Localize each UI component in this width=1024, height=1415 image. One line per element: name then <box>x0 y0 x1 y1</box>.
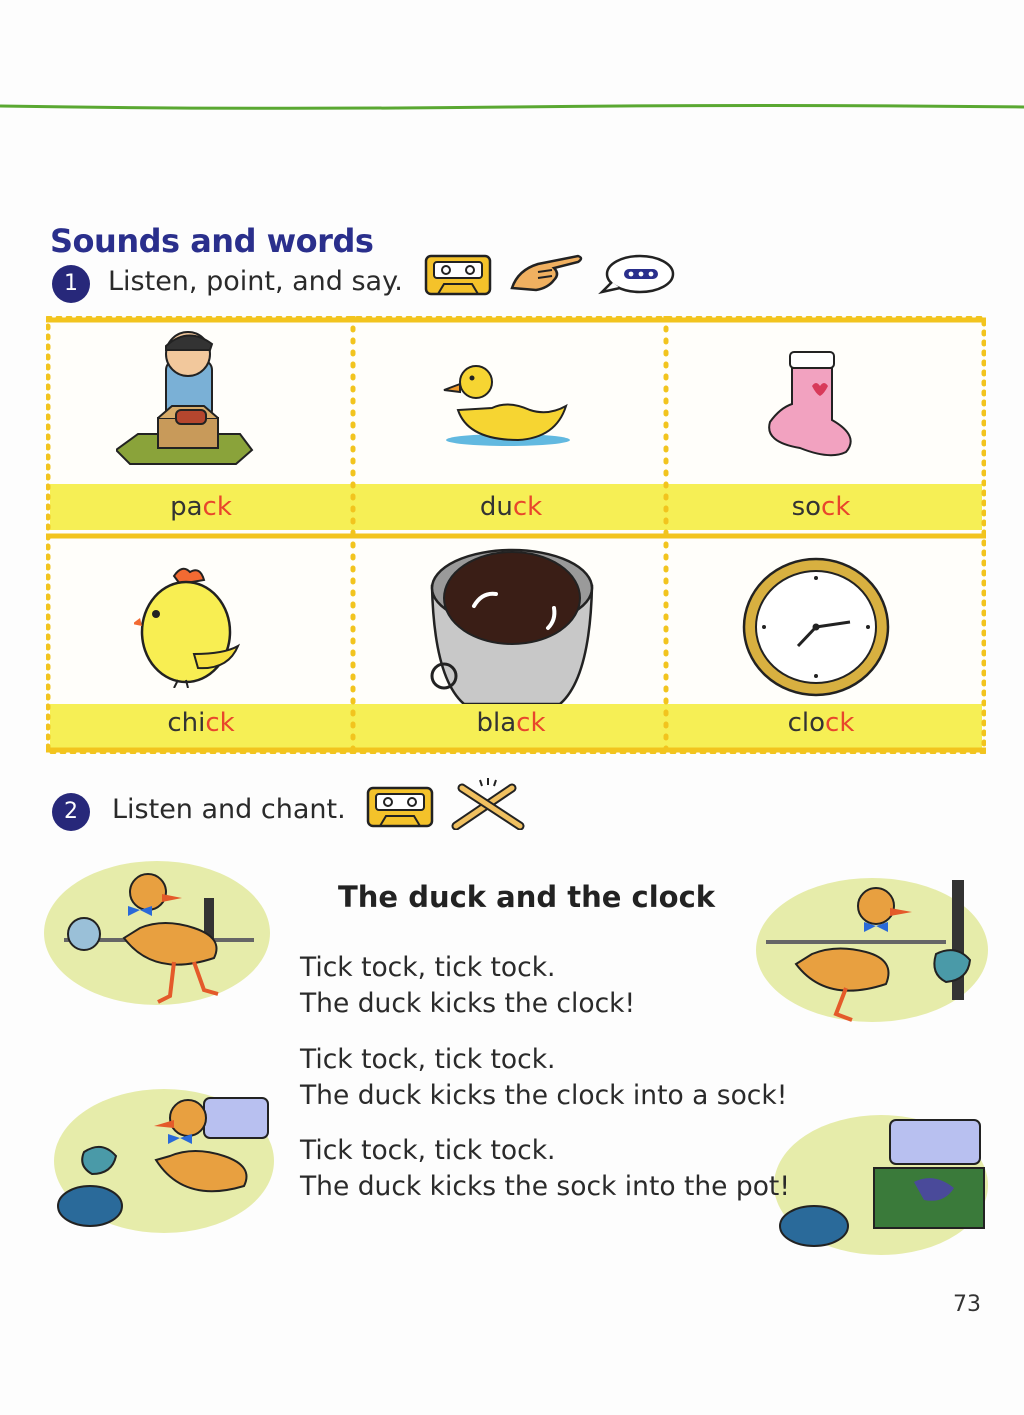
activity-2-instruction: Listen and chant. <box>112 794 346 825</box>
page-number: 73 <box>953 1292 981 1317</box>
duck-illustration <box>438 360 578 450</box>
speech-bubble-icon <box>598 252 676 298</box>
cassette-icon <box>366 786 434 828</box>
word-label-clock: clock <box>787 708 855 738</box>
chant-line-1: Tick tock, tick tock. <box>300 952 556 983</box>
chant-line-6: The duck kicks the sock into the pot! <box>300 1171 790 1202</box>
pointing-hand-icon <box>508 250 584 294</box>
rhythm-sticks-icon <box>450 778 526 830</box>
chant-title: The duck and the clock <box>338 880 716 914</box>
duck-and-sock-scene <box>756 874 988 1026</box>
top-divider-line <box>0 100 1024 114</box>
chant-line-5: Tick tock, tick tock. <box>300 1135 556 1166</box>
word-label-chick: chick <box>167 708 235 738</box>
activity-1-instruction: Listen, point, and say. <box>108 266 403 297</box>
word-grid <box>46 316 986 754</box>
word-label-pack: pack <box>170 492 232 522</box>
duck-kicks-sock-scene <box>54 1086 274 1236</box>
chant-line-4: The duck kicks the clock into a sock! <box>300 1080 788 1111</box>
section-title: Sounds and words <box>50 222 374 260</box>
chant-line-2: The duck kicks the clock! <box>300 988 636 1019</box>
chant-line-3: Tick tock, tick tock. <box>300 1044 556 1075</box>
boy-packing-illustration <box>116 330 256 480</box>
black-pot-illustration <box>424 548 600 704</box>
sock-illustration <box>760 350 860 460</box>
word-label-black: black <box>476 708 546 738</box>
duck-kicks-clock-scene <box>44 858 270 1008</box>
clock-illustration <box>740 556 892 698</box>
activity-1-number: 1 <box>52 265 90 303</box>
cassette-icon <box>424 254 492 296</box>
sock-in-pot-scene <box>774 1112 988 1258</box>
activity-2-number: 2 <box>52 793 90 831</box>
word-label-sock: sock <box>791 492 851 522</box>
word-label-duck: duck <box>479 492 543 522</box>
chick-illustration <box>134 564 244 688</box>
